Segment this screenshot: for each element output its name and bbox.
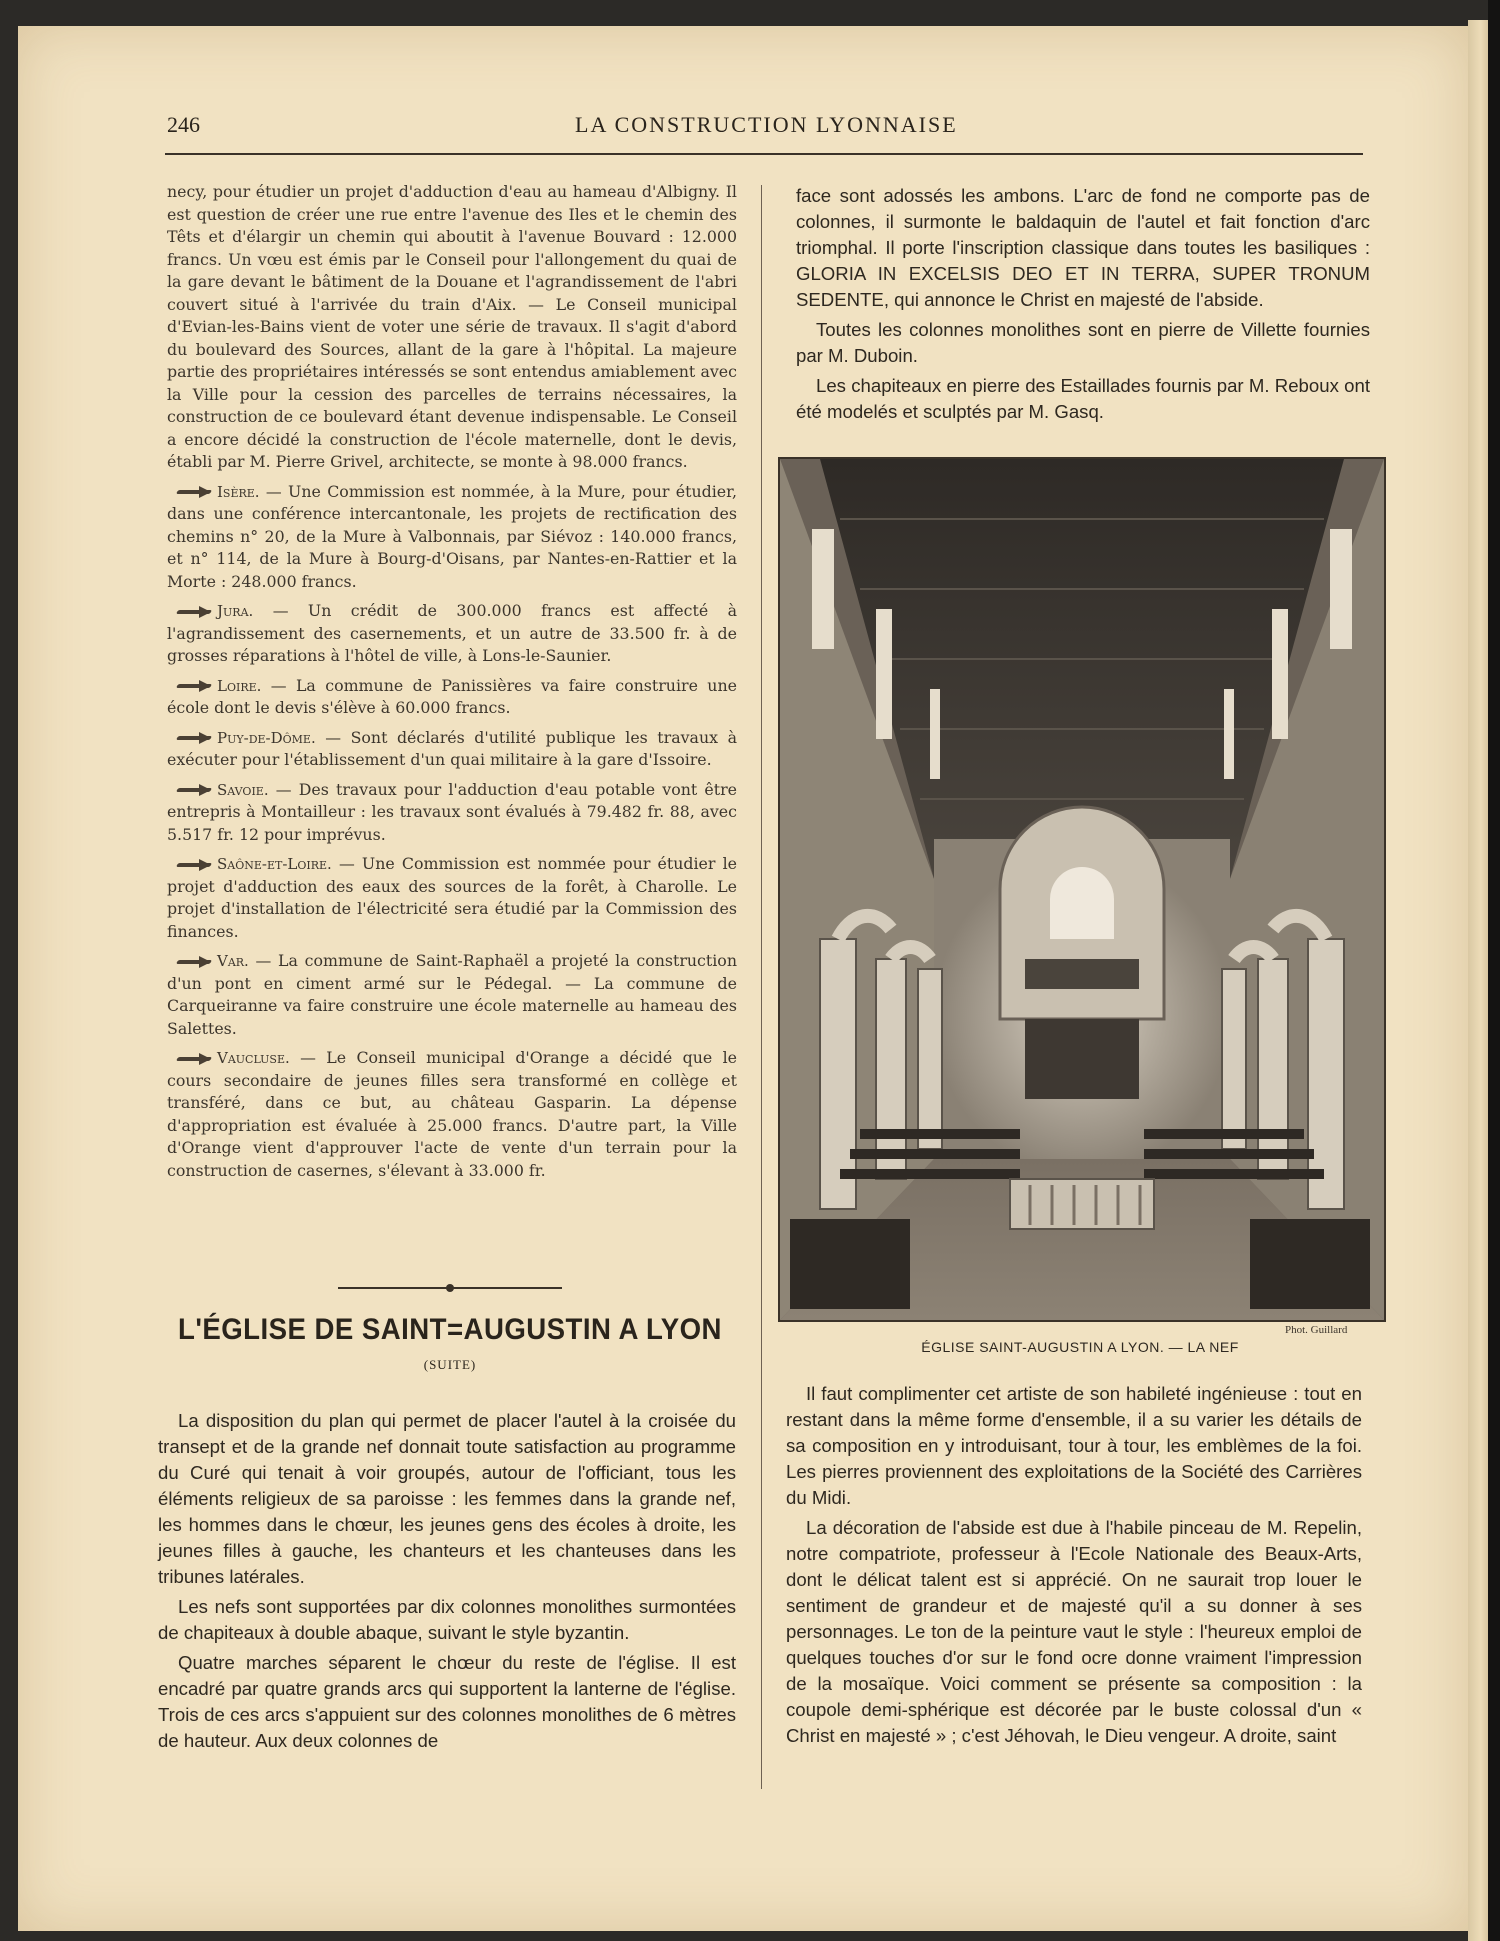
news-dept: Vaucluse. (217, 1049, 290, 1067)
news-text: — Un crédit de 300.000 francs est affecté à l'agrandissement des casernements, et un autre de 33.500 fr. à de grosses réparations à l'hôtel de ville, à Lons-le-Saunier. (167, 601, 737, 665)
news-item (167, 675, 737, 720)
news-column (167, 181, 737, 1189)
pointing-hand-icon (177, 732, 211, 744)
article-paragraph: Les nefs sont supportées par dix colonnes monolithes surmontées de chapiteaux à double abaque, suivant le style byzantin. (158, 1596, 736, 1643)
article-paragraph: Quatre marches séparent le chœur du reste de l'église. Il est encadré par quatre grands arcs qui supportent la lanterne de l'église. Trois de ces arcs s'appuient sur des colonnes monolithes de 6 mètres de hauteur. Aux deux colonnes de (158, 1652, 736, 1751)
page-number: 246 (167, 112, 200, 137)
separator-ornament (446, 1284, 454, 1292)
news-text: — La commune de Saint-Raphaël a projeté la construction d'un pont en ciment armé sur le Pédegal. — La commune de Carqueiranne va faire construire une école maternelle au hameau des Salettes. (167, 951, 737, 1038)
news-dept: Jura. (217, 602, 254, 620)
news-dept: Loire. (217, 676, 262, 695)
news-text: — Le Conseil municipal d'Orange a décidé que le cours secondaire de jeunes filles sera transformé en collège et transféré, dans ce but, au château Gasparin. La dépense d'appropriation est évaluée à 25.000 francs. D'autre part, la Ville d'Orange vient d'approuver l'acte de vente d'un terrain pour la construction de casernes, s'élevant à 33.000 fr. (167, 1048, 737, 1180)
news-dept: Puy-de-Dôme. (217, 728, 316, 747)
news-item (167, 1047, 737, 1182)
article-paragraph: La disposition du plan qui permet de placer l'autel à la croisée du transept et de la grande nef donnait toute satisfaction au programme du Curé qui tenait à voir groupés, autour de l'officiant, tous les éléments religieux de sa paroisse : les femmes dans la grande nef, les hommes dans le chœur, les jeunes gens des écoles à droite, les jeunes filles à gauche, les chanteurs et les chanteuses dans les tribunes latérales. (158, 1410, 736, 1587)
news-item (167, 481, 737, 594)
journal-title: LA CONSTRUCTION LYONNAISE (575, 112, 958, 137)
news-dept: Saône-et-Loire. (217, 855, 332, 873)
header-rule (165, 153, 1363, 155)
binding-shadow (1488, 0, 1500, 1941)
news-text: — Sont déclarés d'utilité publique les travaux à exécuter pour l'établissement d'un quai militaire à la gare d'Issoire. (167, 727, 737, 769)
news-dept: Isère. (217, 482, 260, 501)
article-paragraph: face sont adossés les ambons. L'arc de fond ne comporte pas de colonnes, il surmonte le baldaquin de l'autel et fait fonction d'arc triomphal. Il porte l'inscription classique dans toutes les basiliques : GLORIA IN EXCELSIS DEO ET IN TERRA, SUPER TRONUM SEDENTE, qui annonce le Christ en majesté de l'abside. (796, 185, 1370, 310)
news-text: — Des travaux pour l'adduction d'eau potable vont être entrepris à Montailleur : les travaux sont évalués à 79.482 fr. 88, avec 5.517 fr. 12 pour imprévus. (167, 779, 737, 844)
article-left-column (158, 1408, 736, 1758)
nave-photograph (778, 457, 1386, 1322)
pointing-hand-icon (177, 680, 211, 692)
news-text: — La commune de Panissières va faire construire une école dont le devis s'élève à 60.000 francs. (167, 675, 737, 717)
photo-credit: Phot. Guillard (1285, 1324, 1348, 1336)
news-dept: Var. (217, 952, 249, 970)
news-item (167, 950, 737, 1040)
article-right-top-column (796, 183, 1370, 429)
article-paragraph: Toutes les colonnes monolithes sont en pierre de Villette fournies par M. Duboin. (796, 319, 1370, 366)
news-item (167, 853, 737, 943)
pointing-hand-icon (177, 784, 211, 796)
news-item (167, 779, 737, 847)
pointing-hand-icon (177, 486, 211, 498)
article-right-bottom-column (786, 1381, 1362, 1753)
news-intro: necy, pour étudier un projet d'adduction d'eau au hameau d'Albigny. Il est question de créer une rue entre l'avenue des Iles et le chemin des Têts et d'élargir un chemin qui aboutit à l'avenue Bouvard : 12.000 francs. Un vœu est émis par le Conseil pour l'allongement du quai de la gare devant le bâtiment de la Douane et l'agrandissement de l'abri couvert situé à l'arrivée du train d'Aix. — Le Conseil municipal d'Evian-les-Bains vient de voter une série de travaux. Il s'agit d'abord du boulevard des Sources, allant de la gare à l'hôpital. La majeure partie des propriétaires intéressés se sont entendus amiablement avec la Ville pour la cession des parcelles de terrains nécessaires, la construction de ce boulevard étant devenue indispensable. Le Conseil a encore décidé la construction de l'école maternelle, dont le devis, établi par M. Pierre Grivel, architecte, se monte à 98.000 francs. (167, 182, 737, 471)
column-divider (761, 185, 762, 1789)
pointing-hand-icon (177, 606, 211, 618)
article-paragraph: Il faut complimenter cet artiste de son habileté ingénieuse : tout en restant dans la même forme d'ensemble, il a su varier les détails de sa composition en y introduisant, tour à tour, les emblèmes de la foi. Les pierres proviennent des exploitations de la Société des Carrières du Midi. (786, 1383, 1362, 1508)
article-paragraph: La décoration de l'abside est due à l'habile pinceau de M. Repelin, notre compatriote, professeur à l'Ecole Nationale des Beaux-Arts, dont le délicat talent est si apprécié. On ne saurait trop louer le sentiment de grandeur et de majesté qu'il a su donner à ses personnages. Le ton de la peinture vaut le style : l'heureux emploi de quelques touches d'or sur le fond ocre donne vraiment l'impression de la mosaïque. Voici comment se présente sa composition : la coupole demi-sphérique est décorée par le buste colossal d'un « Christ en majesté » ; c'est Jéhovah, le Dieu vengeur. A droite, saint (786, 1517, 1362, 1746)
article-subtitle: (SUITE) (423, 1357, 477, 1372)
news-dept: Savoie. (217, 780, 269, 799)
pointing-hand-icon (177, 1053, 211, 1065)
article-title: L'ÉGLISE DE SAINT=AUGUSTIN A LYON (178, 1313, 722, 1346)
news-item (167, 600, 737, 668)
article-paragraph: Les chapiteaux en pierre des Estaillades fournis par M. Reboux ont été modelés et sculptés par M. Gasq. (796, 375, 1370, 422)
pointing-hand-icon (177, 956, 211, 968)
news-text: — Une Commission est nommée pour étudier le projet d'adduction des eaux des sources de la forêt, à Charolle. Le projet d'installation de l'électricité sera étudié par la Commission des finances. (167, 854, 737, 941)
news-item (167, 727, 737, 772)
church-nave-illustration (780, 459, 1384, 1320)
figure-caption: ÉGLISE SAINT-AUGUSTIN A LYON. — LA NEF (921, 1339, 1239, 1355)
pointing-hand-icon (177, 859, 211, 871)
news-text: — Une Commission est nommée, à la Mure, pour étudier, dans une conférence intercantonale, les projets de rectification des chemins n° 20, de la Mure à Valbonnais, par Siévoz : 140.000 francs, et n° 114, de la Mure à Bourg-d'Oisans, par Nantes-en-Rattier et la Morte : 248.000 francs. (167, 481, 737, 591)
